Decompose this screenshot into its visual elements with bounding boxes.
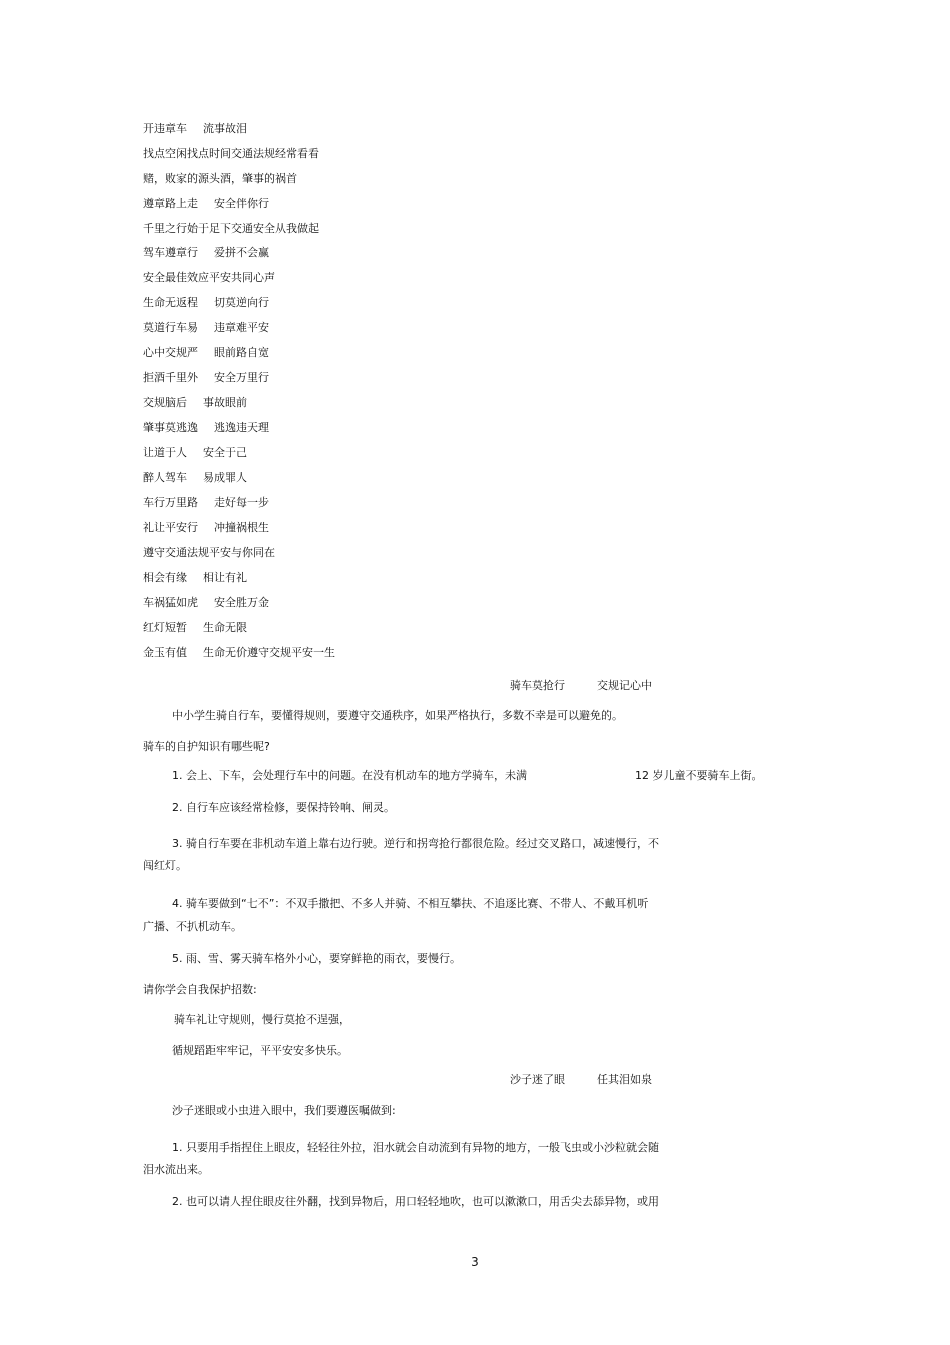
intro-paragraph: 中小学生骑自行车，要懂得规则，要遵守交通秩序，如果严格执行，多数不幸是可以避免的。 [172, 709, 623, 722]
slogan-line: 找点空闲找点时间交通法规经常看看 [143, 147, 319, 160]
slogan-line: 金玉有值 生命无价遵守交规平安一生 [143, 646, 335, 659]
slogan-line: 相会有缘 相让有礼 [143, 571, 247, 584]
slogan-line: 遵章路上走 安全伴你行 [143, 197, 269, 210]
tip-line: 循规蹈距牢牢记，平平安安多快乐。 [172, 1044, 348, 1057]
slogan-line: 开违章车 流事故泪 [143, 122, 247, 135]
slogan-line: 遵守交通法规平安与你同在 [143, 546, 275, 559]
list-item-continuation: 闯红灯。 [143, 859, 187, 872]
list-item: 2. 也可以请人捏住眼皮往外翻，找到异物后，用口轻轻地吹，也可以漱漱口，用舌尖去舔异物，或用 [172, 1195, 659, 1208]
slogan-line: 车祸猛如虎 安全胜万金 [143, 596, 269, 609]
list-item-continuation: 12 岁儿童不要骑车上街。 [635, 769, 763, 782]
tips-title: 请你学会自我保护招数: [143, 983, 257, 996]
list-item: 4. 骑车要做到“七不”：不双手撒把、不多人并骑、不相互攀扶、不追逐比赛、不带人、不戴耳机听 [172, 897, 649, 910]
slogan-line: 千里之行始于足下交通安全从我做起 [143, 222, 319, 235]
intro-paragraph: 沙子迷眼或小虫进入眼中，我们要遵医嘱做到: [172, 1104, 396, 1117]
list-item: 2. 自行车应该经常检修，要保持铃响、闸灵。 [172, 801, 395, 814]
slogan-line: 醉人驾车 易成罪人 [143, 471, 247, 484]
slogan-line: 肇事莫逃逸 逃逸违天理 [143, 421, 269, 434]
slogan-line: 赌，败家的源头酒，肇事的祸首 [143, 172, 297, 185]
slogan-line: 驾车遵章行 爱拼不会赢 [143, 246, 269, 259]
slogan-line: 交规脑后 事故眼前 [143, 396, 247, 409]
slogan-line: 生命无返程 切莫逆向行 [143, 296, 269, 309]
slogan-line: 莫道行车易 违章难平安 [143, 321, 269, 334]
question-line: 骑车的自护知识有哪些呢? [143, 740, 270, 753]
list-item: 1. 只要用手指捏住上眼皮，轻轻往外拉，泪水就会自动流到有异物的地方，一般飞虫或小沙粒就会随 [172, 1141, 659, 1154]
tip-line: 骑车礼让守规则，慢行莫抢不逞强， [174, 1013, 350, 1026]
list-item: 5. 雨、雪、雾天骑车格外小心，要穿鲜艳的雨衣，要慢行。 [172, 952, 461, 965]
slogan-line: 让道于人 安全于己 [143, 446, 247, 459]
slogan-line: 车行万里路 走好每一步 [143, 496, 269, 509]
page-number: 3 [471, 1255, 479, 1269]
section-heading: 沙子迷了眼 任其泪如泉 [510, 1073, 652, 1086]
slogan-line: 拒酒千里外 安全万里行 [143, 371, 269, 384]
list-item: 1. 会上、下车，会处理行车中的问题。在没有机动车的地方学骑车，未满 [172, 769, 527, 782]
list-item-continuation: 广播、不扒机动车。 [143, 920, 242, 933]
slogan-line: 礼让平安行 冲撞祸根生 [143, 521, 269, 534]
slogan-line: 红灯短暂 生命无限 [143, 621, 247, 634]
list-item: 3. 骑自行车要在非机动车道上靠右边行驶。逆行和拐弯抢行都很危险。经过交叉路口，减速慢行，不 [172, 837, 659, 850]
section-heading: 骑车莫抢行 交规记心中 [510, 679, 652, 692]
slogan-line: 心中交规严 眼前路自宽 [143, 346, 269, 359]
slogan-line: 安全最佳效应平安共同心声 [143, 271, 275, 284]
list-item-continuation: 泪水流出来。 [143, 1163, 209, 1176]
